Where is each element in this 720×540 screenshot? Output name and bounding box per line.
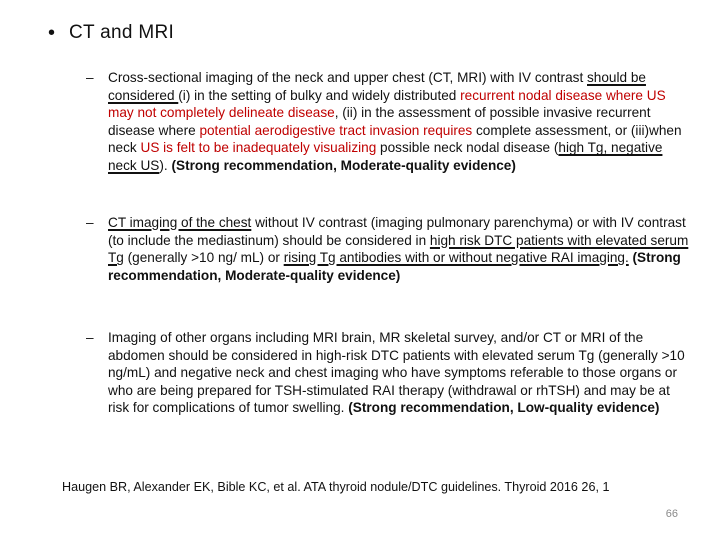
- item3-text-1: Imaging of other organs including MRI brain, MR skeletal survey, and/or CT or MRI of the abdomen should be considered in high-risk DTC patients with elevated serum Tg (generally >10 ng/mL) and negative neck and chest imaging who have symptoms referable to those organs or who are being prepared for TSH-stimulated RAI therapy (withdrawal or rhTSH) and may be at risk for complications of tumor swelling.: [108, 330, 685, 416]
- item1-underlined-considered: should be considered: [108, 70, 646, 103]
- item1-text-9: possible neck nodal disease (: [376, 140, 559, 156]
- item1-text-7: complete assessment, or (iii)when neck: [108, 122, 682, 156]
- item1-text-1: Cross-sectional imaging of the neck and upper chest (CT, MRI) with IV contrast: [108, 70, 587, 85]
- item1-evidence-grade: (Strong recommendation, Moderate-quality evidence): [171, 157, 516, 173]
- recommendation-item-cross-sectional: [86, 69, 690, 175]
- item2-evidence-grade: (Strong recommendation, Moderate-quality evidence): [108, 250, 681, 283]
- item1-highlight-nodal-disease: recurrent nodal disease where US may not completely delineate disease: [108, 87, 666, 121]
- item1-highlight-aerodigestive: potential aerodigestive tract invasion requires: [199, 122, 473, 138]
- page-number: 66: [665, 508, 678, 520]
- item1-highlight-us-inadequate: US is felt to be inadequately visualizing: [140, 140, 377, 156]
- recommendation-item-ct-chest: [86, 214, 690, 284]
- item-text: [108, 214, 690, 284]
- item-dash: –: [86, 330, 94, 345]
- item2-underlined-ct-chest: CT imaging of the chest: [108, 215, 252, 230]
- item3-evidence-grade: (Strong recommendation, Low-quality evidence): [348, 400, 660, 416]
- slide-title: CT and MRI: [69, 22, 175, 43]
- recommendation-item-other-organs: [86, 329, 690, 417]
- item2-underlined-rising-tg: rising Tg antibodies with or without negative RAI imaging.: [283, 250, 629, 266]
- title-bullet: •: [48, 22, 56, 44]
- item2-text-2: without IV contrast (imaging pulmonary parenchyma) or with IV contrast (to include the mediastinum) should be considered in: [108, 215, 686, 248]
- item1-text-3: (i) in the setting of bulky and widely distributed: [178, 87, 461, 103]
- item1-text-5: , (ii) in the assessment of possible invasive recurrent disease where: [108, 105, 651, 138]
- reference-citation: Haugen BR, Alexander EK, Bible KC, et al. ATA thyroid nodule/DTC guidelines. Thyroid 2016 26, 1: [62, 480, 610, 494]
- item2-underlined-high-risk: high risk DTC patients with elevated serum Tg: [108, 232, 689, 266]
- item1-text-11: ).: [159, 157, 172, 173]
- item-text: [108, 329, 690, 417]
- item-text: [108, 69, 690, 175]
- item-dash: –: [86, 70, 94, 85]
- item-dash: –: [86, 215, 94, 230]
- item2-text-4: (generally >10 ng/ mL) or: [123, 250, 284, 266]
- slide-title-row: [48, 22, 174, 44]
- item1-underlined-high-tg: high Tg, negative neck US: [108, 140, 663, 173]
